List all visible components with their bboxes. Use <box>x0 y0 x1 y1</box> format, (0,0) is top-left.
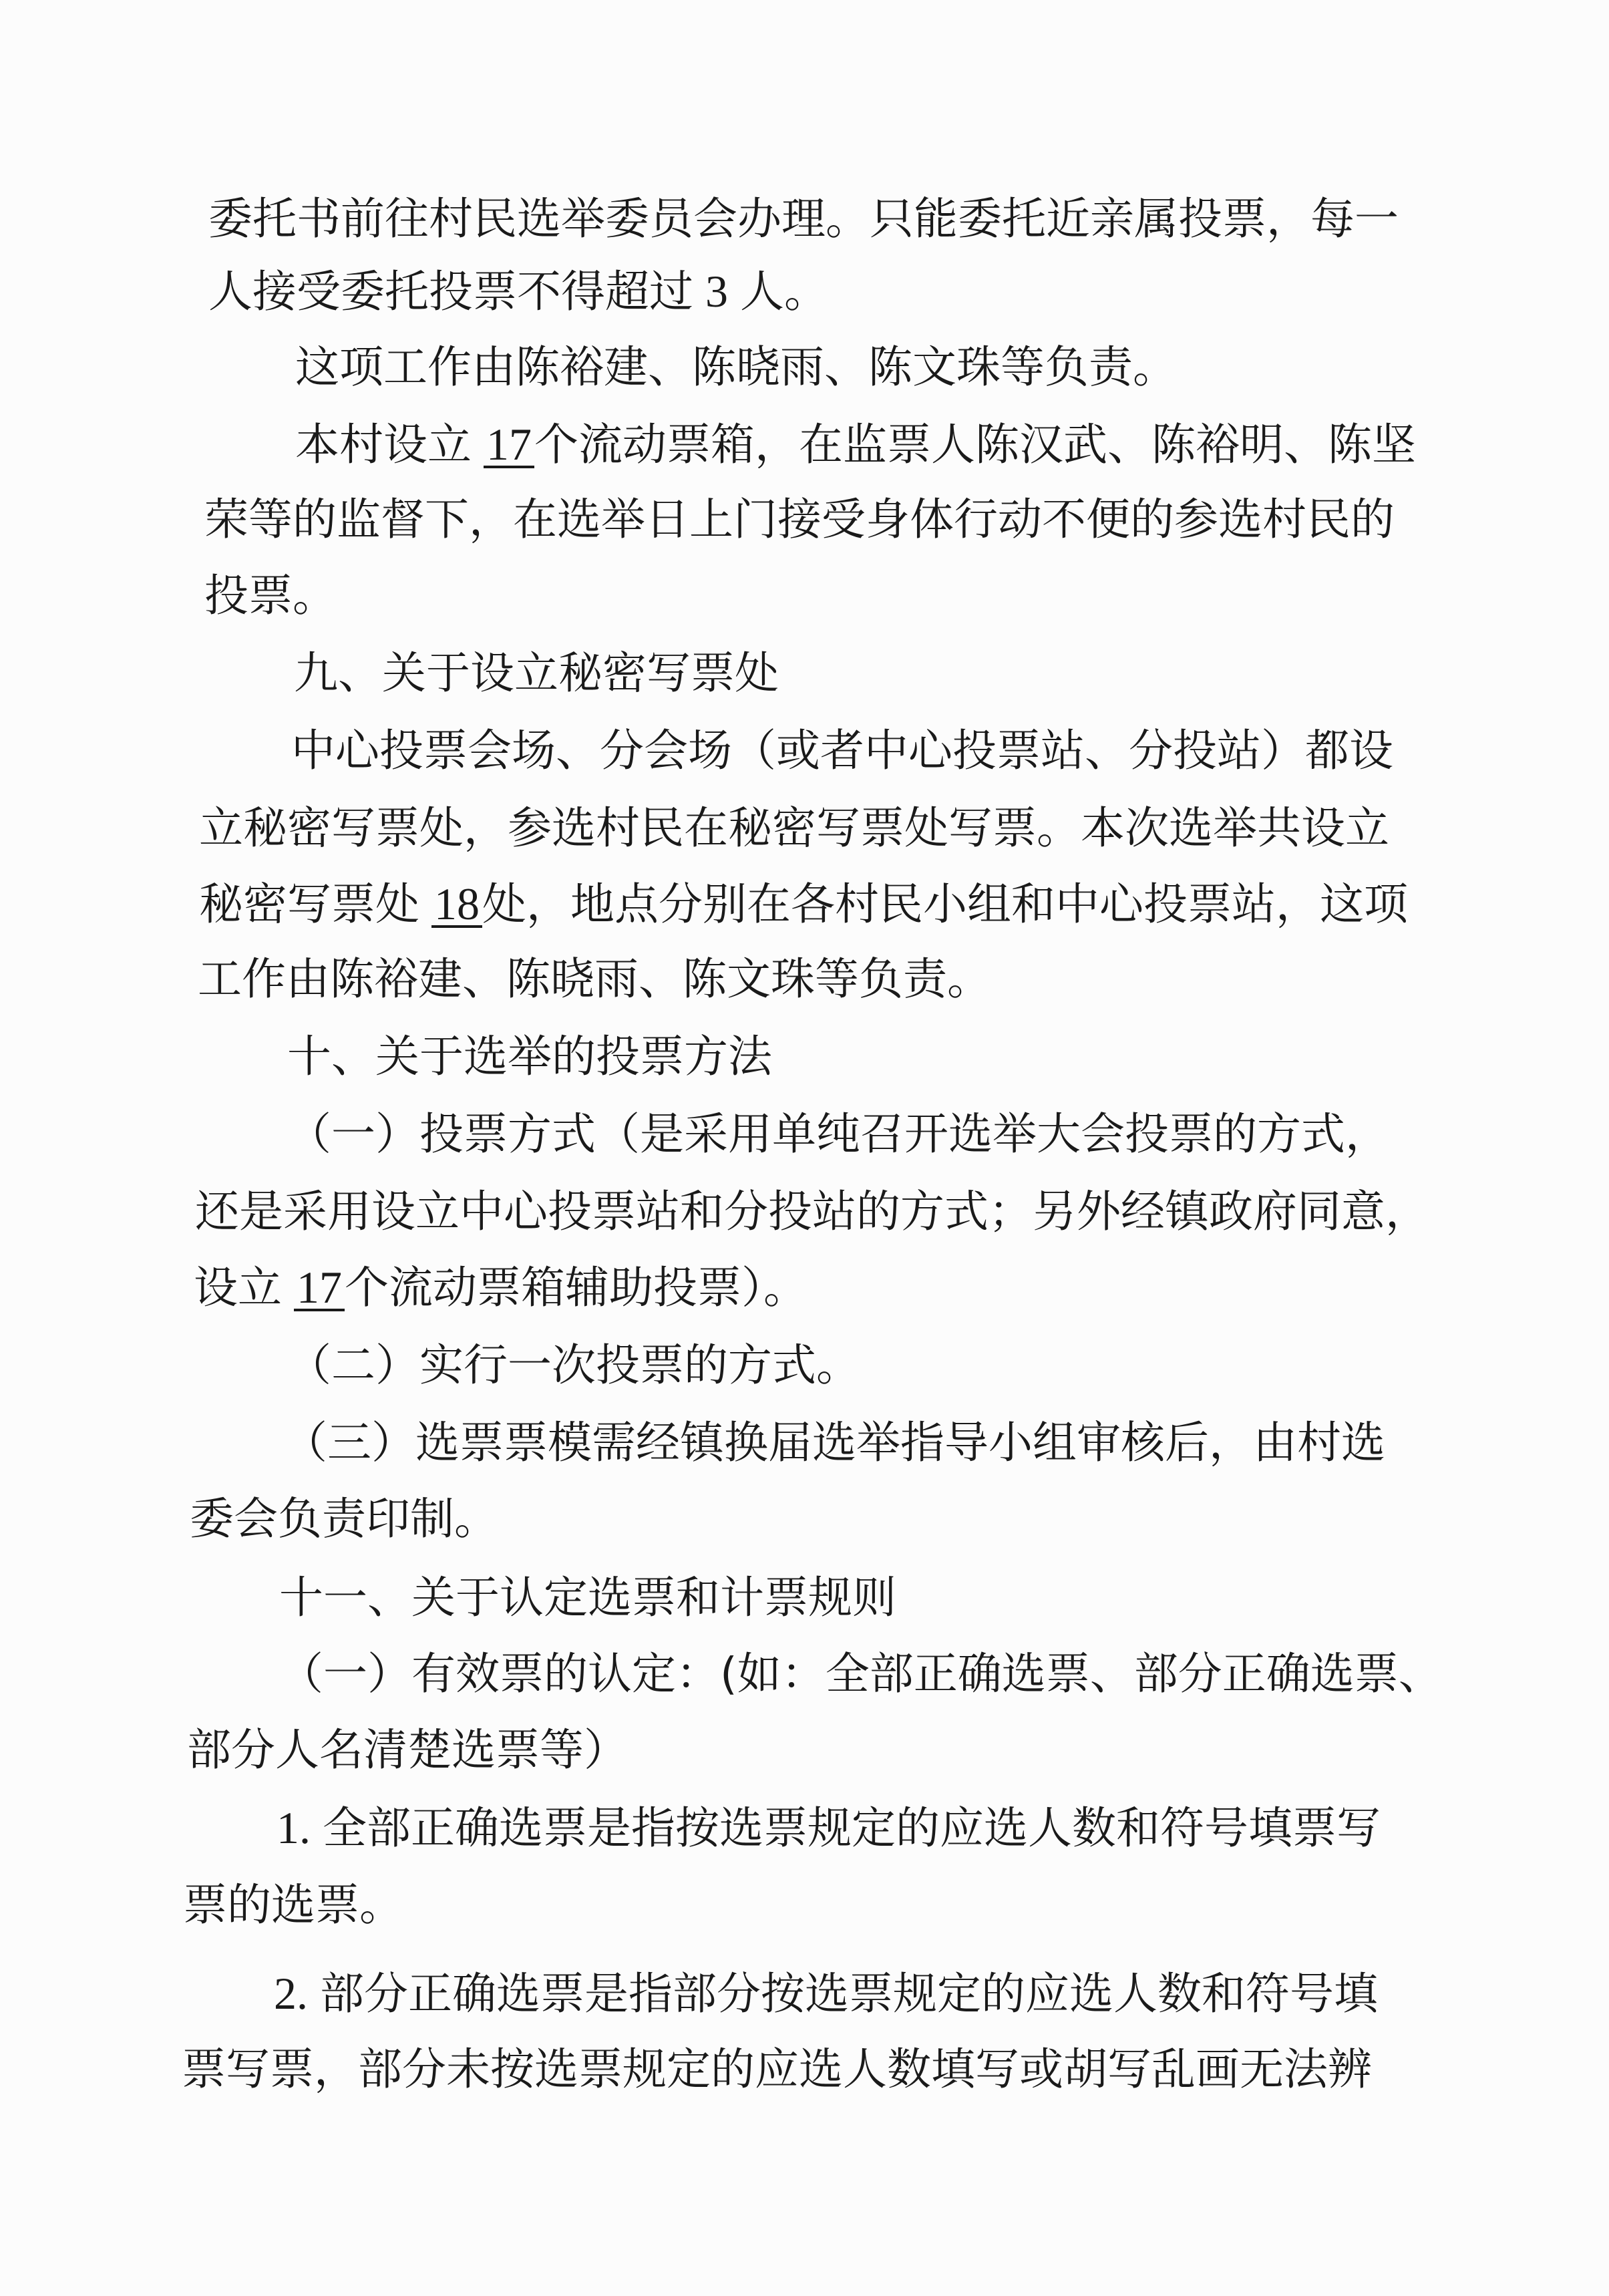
text-line <box>198 953 991 1006</box>
underlined-number: 18 <box>431 882 482 928</box>
text-span: 设立 <box>194 1262 282 1313</box>
text-line <box>204 493 1395 546</box>
text-span: 立秘密写票处，参选村民在秘密写票处写票。本次选举共设立 <box>199 802 1389 854</box>
text-line <box>291 724 1393 778</box>
text-span: 全部正确选票是指按选票规定的应选人数和符号填票写 <box>323 1802 1381 1854</box>
underlined-number: 17 <box>484 423 534 468</box>
text-line <box>295 341 1177 394</box>
text-span: 个流动票箱辅助投票）。 <box>345 1262 808 1313</box>
text-line <box>274 1967 1378 2021</box>
text-span: （三）选票票模需经镇换届选举指导小组审核后，由村选 <box>283 1417 1385 1468</box>
text-line <box>287 1339 860 1392</box>
text-span: 荣等的监督下，在选举日上门接受身体行动不便的参选村民的 <box>204 494 1395 545</box>
text-span: 中心投票会场、分会场（或者中心投票站、分投站）都设 <box>291 725 1393 776</box>
text-span: （一）投票方式（是采用单纯召开选举大会投票的方式， <box>287 1108 1389 1160</box>
text-line <box>199 878 1408 931</box>
text-line <box>295 418 1416 472</box>
text-line <box>208 192 1399 246</box>
text-span: 部分正确选票是指部分按选票规定的应选人数和符号填 <box>320 1968 1378 2019</box>
number-value: 3 <box>705 266 728 317</box>
text-line <box>279 1647 1443 1701</box>
section-heading <box>279 1571 896 1625</box>
text-span: 个流动票箱，在监票人陈汉武、陈裕明、陈坚 <box>534 419 1416 470</box>
heading-text: 十一、关于认定选票和计票规则 <box>279 1572 896 1623</box>
text-span: 票写票，部分未按选票规定的应选人数填写或胡写乱画无法辨 <box>182 2043 1372 2095</box>
text-line <box>283 1416 1385 1470</box>
section-heading <box>294 647 779 700</box>
section-heading <box>287 1030 772 1084</box>
text-line <box>199 802 1389 855</box>
heading-text: 九、关于设立秘密写票处 <box>294 647 779 699</box>
text-span: 这项工作由陈裕建、陈晓雨、陈文珠等负责。 <box>295 341 1177 393</box>
text-line <box>194 1261 808 1315</box>
text-span: 票的选票。 <box>183 1879 403 1931</box>
text-span: 工作由陈裕建、陈晓雨、陈文珠等负责。 <box>198 953 991 1005</box>
text-line <box>183 1878 403 1932</box>
text-span: 秘密写票处 <box>199 878 419 930</box>
text-line <box>195 1185 1429 1239</box>
text-line <box>187 1724 628 1777</box>
text-span: 投票。 <box>204 570 337 621</box>
text-line <box>287 1108 1389 1161</box>
text-span: 处，地点分别在各村民小组和中心投票站，这项 <box>482 878 1408 930</box>
text-line <box>182 2043 1372 2096</box>
text-span: 人。 <box>740 266 828 317</box>
text-span: 委托书前往村民选举委员会办理。只能委托近亲属投票，每一 <box>208 193 1399 244</box>
text-span: 人接受委托投票不得超过 <box>208 266 693 317</box>
text-span: （二）实行一次投票的方式。 <box>287 1339 860 1391</box>
text-span: 本村设立 <box>295 419 472 470</box>
text-span: （一）有效票的认定：(如：全部正确选票、部分正确选票、 <box>279 1648 1443 1699</box>
text-span: 还是采用设立中心投票站和分投站的方式；另外经镇政府同意， <box>195 1186 1429 1237</box>
text-span: 部分人名清楚选票等） <box>187 1724 628 1776</box>
text-line <box>208 265 828 319</box>
text-line <box>277 1801 1381 1855</box>
list-number: 2. <box>274 1968 308 2019</box>
underlined-number: 17 <box>294 1266 345 1311</box>
text-line <box>190 1492 498 1546</box>
text-line <box>204 569 337 623</box>
list-number: 1. <box>277 1802 311 1853</box>
text-span: 委会负责印制。 <box>190 1493 498 1544</box>
heading-text: 十、关于选举的投票方法 <box>287 1031 772 1082</box>
